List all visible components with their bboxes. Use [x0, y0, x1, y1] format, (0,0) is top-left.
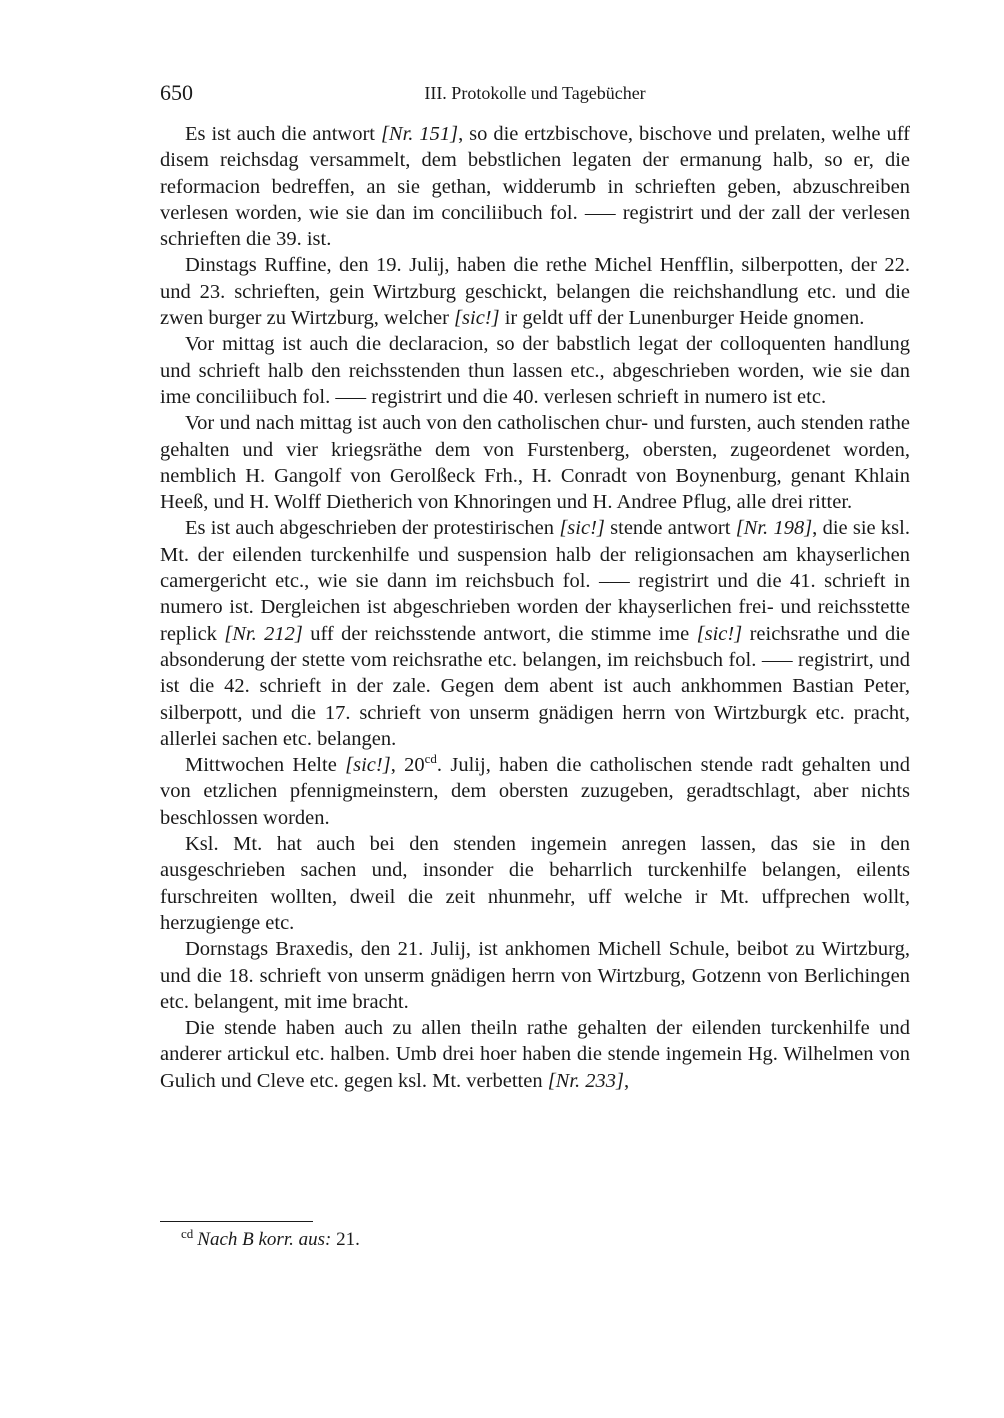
editorial-reference: [Nr. 212] — [224, 622, 303, 645]
editorial-reference: [Nr. 151] — [380, 123, 459, 145]
paragraph: Dinstags Ruffine, den 19. Julij, haben die rethe Michel Henfflin, silberpotten, der 22. und 23. schrieften, gein Wirtzburg geschickt, belangen die reichshandlung etc. und die zwen burger zu Wirtzburg, welcher [sic!] ir geldt uff der Lunenburger Heide gnomen. — [160, 254, 910, 330]
footnote-marker: cd — [424, 751, 437, 767]
running-title: III. Protokolle und Tagebücher — [424, 83, 646, 103]
footnote-rule — [160, 1221, 313, 1222]
paragraph: Dornstags Braxedis, den 21. Julij, ist ankhomen Michell Schule, beibot zu Wirtzburg, und die 18. schrieft von unserm gnädigen herrn von Wirtzburg, Gotzenn von Berlichingen etc. belangent, mit ime bracht. — [160, 938, 910, 1013]
paragraph: Vor und nach mittag ist auch von den catholischen chur- und fursten, auch stenden rathe gehalten und vier kriegsräthe dem von Furstenberg, obersten, zugeordenet worden, nemblich H. Gangolf von Gerolßeck Frh., H. Conradt von Boynenburg, genant Khlain Heeß, und H. Wolff Dietherich von Khnoringen und H. Andree Pflug, alle drei ritter. — [160, 412, 910, 514]
paragraph: Es ist auch die antwort [Nr. 151], so die ertzbischove, bischove und prelaten, welhe uff disem reichsdag versammelt, dem bebstlichen legaten der ermanung halb, so er, die reformacion bedreffen, an sie gethan, widderumb in schrieften geben, abzuschreiben verlesen worden, wie sie dan im conciliibuch fol. ––– registrirt und der zall der verlesen schrieften die 39. ist. — [160, 123, 910, 251]
editorial-reference: [Nr. 233] — [547, 1069, 625, 1092]
editorial-reference: [Nr. 198] — [735, 517, 813, 540]
footnote-text: 21. — [331, 1229, 360, 1250]
paragraph: Mittwochen Helte [sic!], $20^{cd}$. Julij, haben die catholischen stende radt gehalten und von etzlichen pfennigmeinstern, dem obersten zuzugeben, geradtschlagt, aber nichts beschlossen worden. — [160, 751, 910, 829]
editorial-note: [sic!] — [454, 307, 500, 330]
footnote-italic: Nach B korr. aus: — [197, 1229, 332, 1250]
editorial-note: [sic!] — [559, 517, 605, 540]
page-number: 650 — [160, 80, 193, 105]
paragraph: Es ist auch abgeschrieben der protestirischen [sic!] stende antwort [Nr. 198], die sie ksl. Mt. der eilenden turckenhilfe und suspension halb der religionsachen am khayserlichen camergericht etc., wie sie dann im reichsbuch fol. ––– registrirt und die 41. schrieft in numero ist. Dergleichen ist abgeschrieben worden der khayserlichen frei- und reichsstette replick [Nr. 212] uff der reichsstende antwort, die stimme ime [sic!] reichsrathe und die absonderung der stette vom reichsrathe etc. belangen, im reichsbuch fol. ––– registrirt, und ist die 42. schrieft in der zale. Gegen dem abent ist auch ankhommen Bastian Peter, silberpott, und die 17. schrieft von unserm gnädigen herrn von Wirtzburgk etc. pracht, allerlei sachen etc. belangen. — [160, 517, 911, 750]
page-header — [160, 80, 910, 108]
footnote — [181, 1227, 360, 1253]
footnote-marker: cd — [181, 1225, 194, 1241]
paragraph: Die stende haben auch zu allen theiln rathe gehalten der eilenden turckenhilfe und anderer artickul etc. halben. Umb drei hoer haben die stende ingemein Hg. Wilhelmen von Gulich und Cleve etc. gegen ksl. Mt. verbetten [Nr. 233], — [160, 1017, 910, 1092]
body-text — [160, 121, 910, 1094]
editorial-note: [sic!] — [696, 622, 743, 645]
paragraph: Vor mittag ist auch die declaracion, so der babstlich legat der colloquenten handlung und schrieft halb den reichsstenden thun lassen etc., abgeschrieben worden, wie sie dan ime conciliibuch fol. ––– registrirt und die 40. verlesen schrieft in numero ist etc. — [160, 333, 910, 408]
paragraph: Ksl. Mt. hat auch bei den stenden ingemein anregen lassen, das sie in den ausgeschrieben sachen und, insonder die beharrlich turckenhilfe belangen, eilents furschreiten wollten, dweil die zeit nhunmehr, uff welche ir Mt. uffprechen wollt, herzugienge etc. — [160, 833, 910, 934]
editorial-note: [sic!] — [345, 754, 391, 777]
